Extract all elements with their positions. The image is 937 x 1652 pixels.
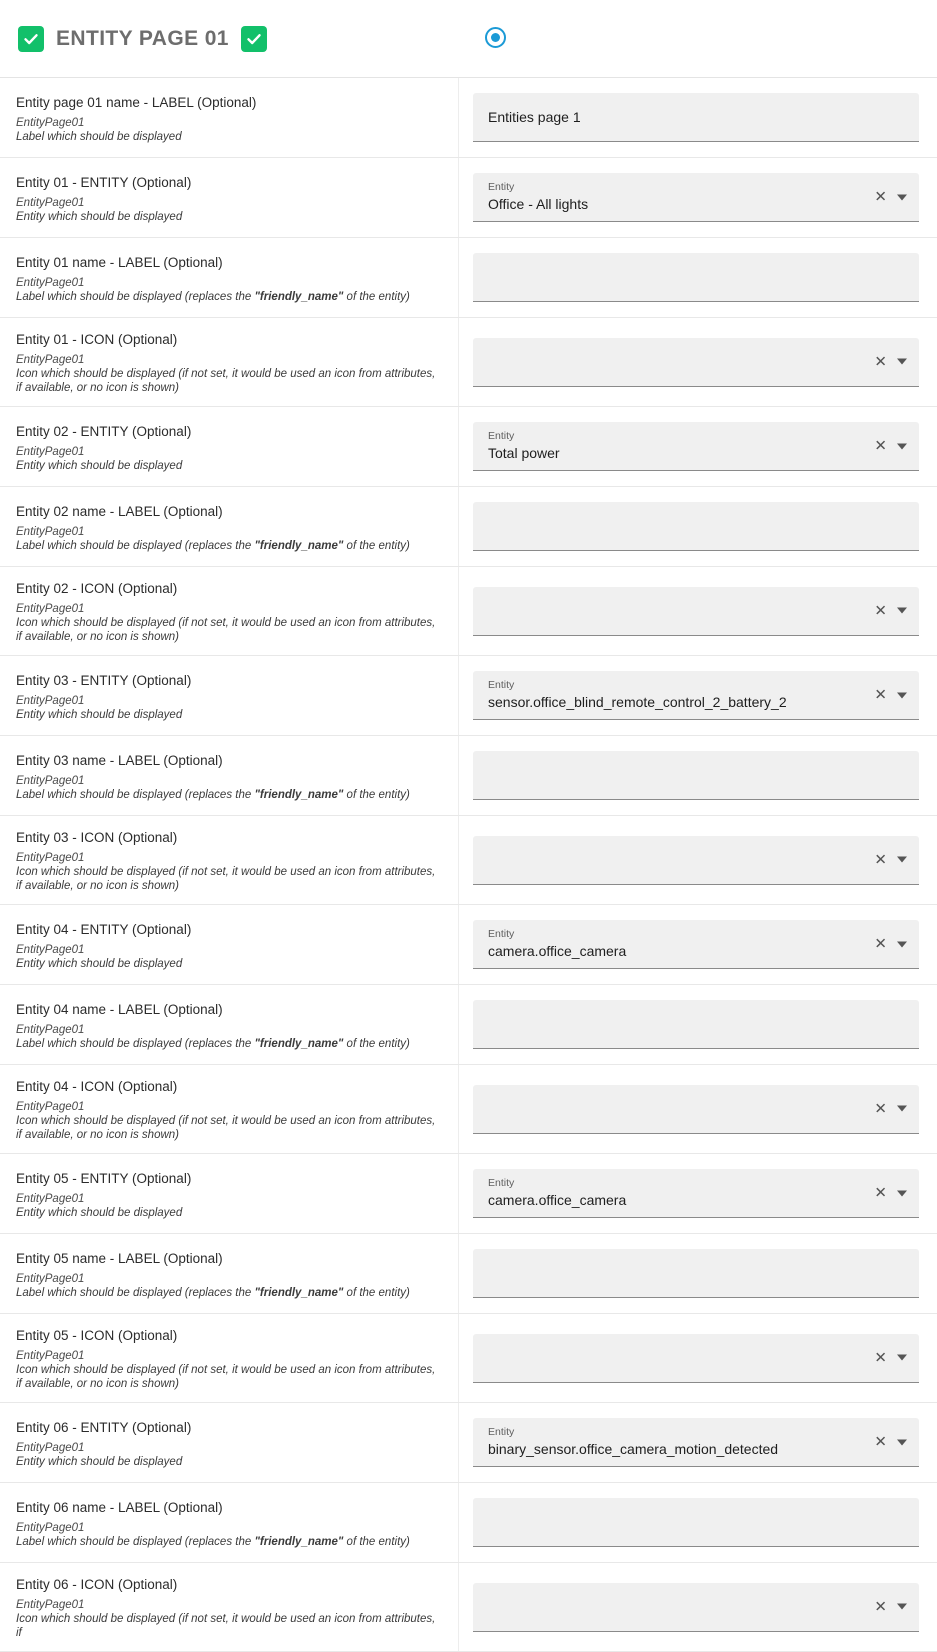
field-actions <box>874 439 907 454</box>
settings-row-control <box>459 1563 937 1651</box>
entity-select-field[interactable] <box>473 173 919 222</box>
page-title: ENTITY PAGE 01 <box>56 26 229 50</box>
setting-title: Entity 01 - ENTITY (Optional) <box>16 174 192 190</box>
field-float-label: Entity <box>488 678 515 691</box>
settings-row <box>0 1154 937 1234</box>
chevron-down-icon[interactable] <box>897 1604 907 1610</box>
setting-description: Entity which should be displayed <box>16 708 183 721</box>
setting-key: EntityPage01 <box>16 354 85 366</box>
clear-icon[interactable]: ✕ <box>874 686 887 704</box>
settings-row-labels <box>0 1403 459 1482</box>
entity-select-field[interactable] <box>473 422 919 471</box>
settings-row-list <box>0 78 937 1652</box>
setting-key: EntityPage01 <box>16 196 85 209</box>
setting-description: Label which should be displayed (replaces the "friendly_name" of the entity) <box>16 1037 410 1050</box>
setting-key: EntityPage01 <box>16 1272 85 1285</box>
settings-row-control <box>459 78 937 157</box>
settings-row-labels <box>0 487 459 566</box>
field-actions <box>874 190 907 205</box>
chevron-down-icon[interactable] <box>897 1355 907 1361</box>
setting-title: Entity 04 - ENTITY (Optional) <box>16 921 192 937</box>
settings-row <box>0 656 937 736</box>
settings-row-control <box>459 816 937 904</box>
setting-title: Entity 03 - ICON (Optional) <box>16 830 178 845</box>
settings-row-labels <box>0 1563 459 1651</box>
setting-description: Label which should be displayed (replaces the "friendly_name" of the entity) <box>16 1535 410 1548</box>
setting-title: Entity 04 - ICON (Optional) <box>16 1079 178 1094</box>
field-float-label: Entity <box>488 1425 515 1438</box>
field-actions <box>874 1435 907 1450</box>
settings-row <box>0 816 937 905</box>
clear-icon[interactable]: ✕ <box>874 602 887 619</box>
entity-select-field[interactable] <box>473 836 919 885</box>
field-actions <box>874 1186 907 1201</box>
field-actions <box>874 1599 907 1614</box>
setting-title: Entity 03 - ENTITY (Optional) <box>16 672 192 688</box>
setting-title: Entity 02 - ENTITY (Optional) <box>16 423 192 439</box>
setting-title: Entity 02 name - LABEL (Optional) <box>16 503 223 519</box>
setting-description: Entity which should be displayed <box>16 1455 183 1468</box>
setting-title: Entity 06 - ICON (Optional) <box>16 1577 178 1592</box>
setting-description: Icon which should be displayed (if not set, it would be used an icon from attributes, if available, or no icon is shown) <box>16 1364 436 1390</box>
setting-title: Entity 01 - ICON (Optional) <box>16 332 178 347</box>
settings-row-labels <box>0 1483 459 1562</box>
settings-row-control <box>459 1314 937 1402</box>
field-value[interactable] <box>488 850 857 869</box>
setting-title: Entity 06 name - LABEL (Optional) <box>16 1499 223 1515</box>
setting-key: EntityPage01 <box>16 445 85 458</box>
chevron-down-icon[interactable] <box>897 941 907 947</box>
settings-row-control <box>459 1403 937 1482</box>
settings-row-labels <box>0 656 459 735</box>
settings-row <box>0 905 937 985</box>
clear-icon[interactable]: ✕ <box>874 935 887 953</box>
settings-row-control <box>459 1234 937 1313</box>
setting-title: Entity 05 - ENTITY (Optional) <box>16 1170 192 1186</box>
settings-row <box>0 1234 937 1314</box>
checkbox-checked-icon-right[interactable] <box>241 26 267 52</box>
settings-row-labels <box>0 318 459 406</box>
field-float-label: Entity <box>488 1176 515 1189</box>
setting-key: EntityPage01 <box>16 603 85 615</box>
chevron-down-icon[interactable] <box>897 194 907 200</box>
chevron-down-icon[interactable] <box>897 857 907 863</box>
settings-row-labels <box>0 1065 459 1153</box>
settings-row-labels <box>0 905 459 984</box>
field-actions <box>874 852 907 867</box>
setting-description: Label which should be displayed (replaces the "friendly_name" of the entity) <box>16 539 410 552</box>
settings-row <box>0 78 937 158</box>
field-value[interactable] <box>488 268 905 287</box>
chevron-down-icon[interactable] <box>897 692 907 698</box>
text-input-field[interactable] <box>473 1498 919 1547</box>
entity-select-field[interactable] <box>473 920 919 969</box>
setting-title: Entity 05 name - LABEL (Optional) <box>16 1250 223 1266</box>
field-value[interactable] <box>488 1597 857 1616</box>
settings-row-control <box>459 1154 937 1233</box>
field-value[interactable] <box>488 352 857 371</box>
page-header <box>0 0 937 78</box>
settings-row-labels <box>0 567 459 655</box>
clear-icon[interactable]: ✕ <box>874 437 887 455</box>
settings-row-labels <box>0 158 459 237</box>
setting-description: Icon which should be displayed (if not set, it would be used an icon from attributes, if available, or no icon is shown) <box>16 368 436 394</box>
chevron-down-icon[interactable] <box>897 359 907 365</box>
field-actions <box>874 688 907 703</box>
setting-description: Entity which should be displayed <box>16 210 183 223</box>
field-value[interactable] <box>488 766 905 785</box>
settings-row-labels <box>0 1314 459 1402</box>
settings-row <box>0 318 937 407</box>
chevron-down-icon[interactable] <box>897 608 907 614</box>
entity-select-field[interactable] <box>473 338 919 387</box>
setting-description: Entity which should be displayed <box>16 459 183 472</box>
settings-row <box>0 487 937 567</box>
setting-description: Entity which should be displayed <box>16 957 183 970</box>
field-value[interactable] <box>488 1348 857 1367</box>
radio-inner-dot <box>491 33 500 42</box>
entity-select-field[interactable] <box>473 671 919 720</box>
settings-row-control <box>459 1483 937 1562</box>
field-value[interactable]: Total power <box>488 444 560 461</box>
clear-icon[interactable]: ✕ <box>874 1100 887 1117</box>
setting-key: EntityPage01 <box>16 1101 85 1113</box>
setting-description: Label which should be displayed <box>16 130 182 143</box>
clear-icon[interactable]: ✕ <box>874 1184 887 1202</box>
field-value[interactable] <box>488 1264 905 1283</box>
setting-key: EntityPage01 <box>16 943 85 956</box>
settings-row-control <box>459 407 937 486</box>
settings-row <box>0 238 937 318</box>
settings-row <box>0 407 937 487</box>
entity-select-field[interactable] <box>473 1085 919 1134</box>
setting-description: Icon which should be displayed (if not set, it would be used an icon from attributes, if available, or no icon is shown) <box>16 866 436 892</box>
settings-row <box>0 1483 937 1563</box>
settings-row-labels <box>0 985 459 1064</box>
chevron-down-icon[interactable] <box>897 1106 907 1112</box>
clear-icon[interactable]: ✕ <box>874 851 887 868</box>
clear-icon[interactable]: ✕ <box>874 188 887 206</box>
setting-key: EntityPage01 <box>16 276 85 289</box>
settings-row <box>0 1314 937 1403</box>
setting-key: EntityPage01 <box>16 525 85 538</box>
settings-row <box>0 1563 937 1652</box>
setting-description: Icon which should be displayed (if not set, it would be used an icon from attributes, if available, or no icon is shown) <box>16 617 436 643</box>
settings-row-labels <box>0 736 459 815</box>
setting-title: Entity page 01 name - LABEL (Optional) <box>16 94 257 110</box>
field-actions <box>874 1350 907 1365</box>
field-value[interactable] <box>488 601 857 620</box>
entity-select-field[interactable] <box>473 1418 919 1467</box>
settings-row-labels <box>0 238 459 317</box>
field-actions <box>874 354 907 369</box>
settings-row-control <box>459 158 937 237</box>
settings-row-control <box>459 487 937 566</box>
settings-row-labels <box>0 816 459 904</box>
setting-key: EntityPage01 <box>16 852 85 864</box>
field-value[interactable] <box>488 1015 905 1034</box>
text-input-field[interactable] <box>473 1000 919 1049</box>
setting-title: Entity 03 name - LABEL (Optional) <box>16 752 223 768</box>
setting-key: EntityPage01 <box>16 774 85 787</box>
field-float-label: Entity <box>488 429 515 442</box>
field-value[interactable]: Office - All lights <box>488 195 589 212</box>
settings-row-control <box>459 318 937 406</box>
settings-row <box>0 567 937 656</box>
setting-key: EntityPage01 <box>16 1350 85 1362</box>
chevron-down-icon[interactable] <box>897 1190 907 1196</box>
clear-icon[interactable]: ✕ <box>874 1598 887 1615</box>
field-value[interactable] <box>488 1099 857 1118</box>
field-value[interactable]: binary_sensor.office_camera_motion_detected <box>488 1440 779 1457</box>
settings-row-labels <box>0 78 459 157</box>
entity-select-field[interactable] <box>473 1583 919 1632</box>
settings-row <box>0 158 937 238</box>
setting-title: Entity 05 - ICON (Optional) <box>16 1328 178 1343</box>
setting-key: EntityPage01 <box>16 1599 85 1611</box>
setting-title: Entity 02 - ICON (Optional) <box>16 581 178 596</box>
clear-icon[interactable]: ✕ <box>874 1433 887 1451</box>
field-float-label: Entity <box>488 927 515 940</box>
settings-row-control <box>459 985 937 1064</box>
setting-description: Label which should be displayed (replaces the "friendly_name" of the entity) <box>16 290 410 303</box>
radio-selected-icon[interactable] <box>485 27 506 48</box>
entity-select-field[interactable] <box>473 1169 919 1218</box>
field-value[interactable] <box>488 1513 905 1532</box>
setting-description: Entity which should be displayed <box>16 1206 183 1219</box>
settings-row-control <box>459 567 937 655</box>
text-input-field[interactable] <box>473 93 919 142</box>
setting-description: Label which should be displayed (replaces the "friendly_name" of the entity) <box>16 1286 410 1299</box>
settings-row-control <box>459 238 937 317</box>
setting-title: Entity 04 name - LABEL (Optional) <box>16 1001 223 1017</box>
entity-select-field[interactable] <box>473 587 919 636</box>
settings-row <box>0 736 937 816</box>
field-actions <box>874 937 907 952</box>
field-actions <box>874 603 907 618</box>
field-value[interactable]: camera.office_camera <box>488 942 627 959</box>
setting-description: Label which should be displayed (replaces the "friendly_name" of the entity) <box>16 788 410 801</box>
field-value[interactable]: sensor.office_blind_remote_control_2_battery_2 <box>488 693 787 710</box>
field-value[interactable]: camera.office_camera <box>488 1191 627 1208</box>
clear-icon[interactable]: ✕ <box>874 353 887 370</box>
clear-icon[interactable]: ✕ <box>874 1349 887 1366</box>
settings-row-control <box>459 905 937 984</box>
setting-key: EntityPage01 <box>16 116 85 129</box>
settings-row-labels <box>0 1154 459 1233</box>
setting-key: EntityPage01 <box>16 1192 85 1205</box>
settings-row-labels <box>0 1234 459 1313</box>
text-input-field[interactable] <box>473 502 919 551</box>
setting-title: Entity 06 - ENTITY (Optional) <box>16 1419 192 1435</box>
text-input-field[interactable] <box>473 253 919 302</box>
settings-row-control <box>459 1065 937 1153</box>
setting-key: EntityPage01 <box>16 694 85 707</box>
field-actions <box>874 1101 907 1116</box>
field-value[interactable] <box>488 517 905 536</box>
entity-select-field[interactable] <box>473 1334 919 1383</box>
chevron-down-icon[interactable] <box>897 443 907 449</box>
setting-key: EntityPage01 <box>16 1521 85 1534</box>
setting-title: Entity 01 name - LABEL (Optional) <box>16 254 223 270</box>
settings-row <box>0 1065 937 1154</box>
setting-key: EntityPage01 <box>16 1441 85 1454</box>
field-float-label: Entity <box>488 180 515 193</box>
setting-description: Icon which should be displayed (if not set, it would be used an icon from attributes, if available, or no icon is shown) <box>16 1115 436 1141</box>
text-input-field[interactable] <box>473 751 919 800</box>
settings-row-control <box>459 736 937 815</box>
text-input-field[interactable] <box>473 1249 919 1298</box>
setting-description: Icon which should be displayed (if not set, it would be used an icon from attributes, if <box>16 1613 436 1639</box>
settings-row-control <box>459 656 937 735</box>
chevron-down-icon[interactable] <box>897 1439 907 1445</box>
settings-row-labels <box>0 407 459 486</box>
settings-row <box>0 985 937 1065</box>
checkbox-checked-icon-left[interactable] <box>18 26 44 52</box>
settings-row <box>0 1403 937 1483</box>
field-value[interactable]: Entities page 1 <box>488 108 581 125</box>
setting-key: EntityPage01 <box>16 1023 85 1036</box>
